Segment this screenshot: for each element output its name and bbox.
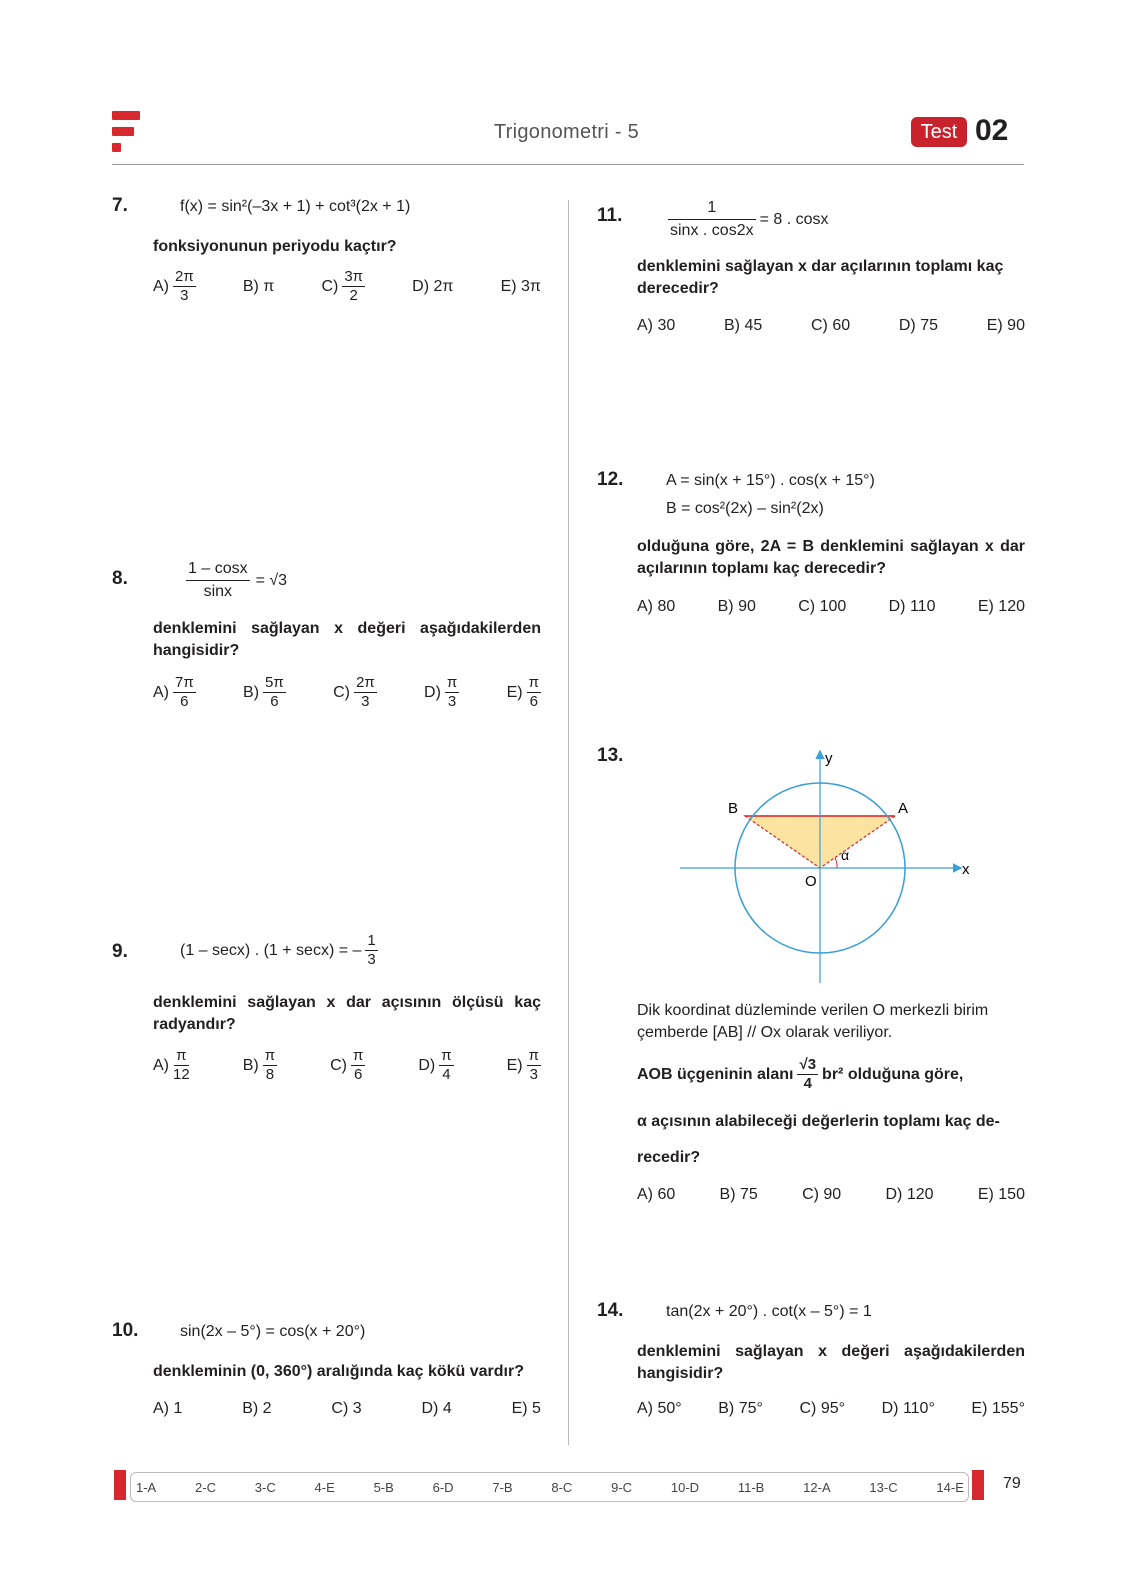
option-a[interactable]: A) 50° bbox=[637, 1400, 682, 1417]
y-axis-label: y bbox=[825, 750, 833, 767]
answer-key-item: 4-E bbox=[314, 1479, 335, 1495]
option-c[interactable]: C) $\frac{\pi}{6}$ bbox=[330, 1047, 364, 1083]
option-b[interactable]: B) 2 bbox=[242, 1400, 272, 1417]
option-e[interactable]: E) 3π bbox=[500, 277, 541, 295]
option-b[interactable]: B) 90 bbox=[717, 598, 756, 615]
question-14-options bbox=[637, 1400, 1025, 1418]
column-divider bbox=[568, 200, 569, 1445]
question-9-formula: (1 – secx) . (1 + secx) = – $\frac{1}{3}$ bbox=[180, 932, 376, 968]
point-b-label: B bbox=[728, 800, 739, 817]
option-c[interactable]: C) 60 bbox=[810, 317, 851, 334]
option-c[interactable]: C) 95° bbox=[799, 1400, 846, 1417]
option-e[interactable]: E) $\frac{\pi}{3}$ bbox=[506, 1047, 539, 1083]
answer-key-left-marker bbox=[114, 1470, 126, 1500]
question-11-text: denklemini sağlayan x dar açılarının toplamı kaç derecedir? bbox=[637, 258, 1004, 297]
option-b[interactable]: B) 75° bbox=[718, 1400, 763, 1417]
question-14-text: denklemini sağlayan x değeri aşağıdakilerden hangisidir? bbox=[637, 1343, 1025, 1382]
question-13-text-2: AOB üçgeninin alanı $\frac{√3}{4}$ br² olduğuna göre, bbox=[637, 1056, 964, 1092]
option-a[interactable]: A) $\frac{2\pi}{3}$ bbox=[153, 268, 194, 304]
option-d[interactable]: D) $\frac{\pi}{4}$ bbox=[418, 1047, 452, 1083]
option-b[interactable]: B) 75 bbox=[719, 1186, 758, 1203]
option-a[interactable]: A) $\frac{7\pi}{6}$ bbox=[153, 674, 194, 710]
option-b[interactable]: B) $\frac{5\pi}{6}$ bbox=[243, 674, 284, 710]
page-title: Trigonometri - 5 bbox=[493, 121, 640, 143]
answer-key-right-marker bbox=[972, 1470, 984, 1500]
question-7-number: 7. bbox=[112, 195, 128, 216]
option-e[interactable]: E) 150 bbox=[977, 1186, 1025, 1203]
option-b[interactable]: B) $\frac{\pi}{8}$ bbox=[242, 1047, 276, 1083]
option-c[interactable]: C) 3 bbox=[331, 1400, 362, 1417]
answer-key-item: 2-C bbox=[195, 1479, 216, 1495]
option-d[interactable]: D) 75 bbox=[898, 317, 938, 334]
question-11-number: 11. bbox=[597, 205, 623, 226]
option-e[interactable]: E) 120 bbox=[977, 598, 1025, 615]
option-a[interactable]: A) 80 bbox=[637, 598, 676, 615]
question-10-options bbox=[153, 1400, 541, 1418]
option-a[interactable]: A) 60 bbox=[637, 1186, 676, 1203]
header-divider bbox=[112, 164, 1024, 165]
option-e[interactable]: E) $\frac{\pi}{6}$ bbox=[506, 674, 539, 710]
option-c[interactable]: C) $\frac{3\pi}{2}$ bbox=[321, 268, 364, 304]
angle-alpha-arc bbox=[835, 858, 837, 868]
option-d[interactable]: D) 110 bbox=[888, 598, 936, 615]
option-c[interactable]: C) 100 bbox=[798, 598, 847, 615]
answer-key-item: 3-C bbox=[254, 1479, 276, 1495]
answer-key-item: 9-C bbox=[611, 1479, 633, 1495]
question-13-text-1: Dik koordinat düzleminde verilen O merkezli birim çemberde [AB] // Ox olarak veriliyor. bbox=[637, 1002, 989, 1041]
answer-key bbox=[136, 1472, 964, 1502]
unit-circle-diagram bbox=[680, 748, 980, 988]
option-c[interactable]: C) $\frac{2\pi}{3}$ bbox=[333, 674, 375, 710]
answer-key-item: 14-E bbox=[936, 1479, 964, 1495]
page-number: 79 bbox=[1003, 1475, 1021, 1492]
question-8-options bbox=[153, 674, 541, 711]
question-11-formula: $\frac{1}{\sin x . \cos 2x}$ = 8 . cosx bbox=[670, 199, 829, 239]
option-e[interactable]: E) 90 bbox=[986, 317, 1025, 334]
question-9-options bbox=[153, 1047, 541, 1084]
option-e[interactable]: E) 5 bbox=[511, 1400, 541, 1417]
question-9-text: denklemini sağlayan x dar açısının ölçüsü kaç radyandır? bbox=[153, 994, 541, 1033]
question-13-number: 13. bbox=[597, 745, 624, 766]
answer-key-item: 8-C bbox=[551, 1479, 573, 1495]
test-number: 02 bbox=[975, 114, 1009, 147]
alpha-label: α bbox=[841, 847, 850, 863]
question-8-text: denklemini sağlayan x değeri aşağıdakilerden hangisidir? bbox=[153, 620, 541, 659]
option-b[interactable]: B) 45 bbox=[723, 317, 763, 334]
option-a[interactable]: A) $\frac{\pi}{12}$ bbox=[153, 1047, 190, 1083]
question-8-formula: $\frac{1 - \cos x}{\sin x}$ = √3 bbox=[188, 560, 288, 600]
question-10-text: denkleminin (0, 360°) aralığında kaç kökü vardır? bbox=[153, 1363, 524, 1380]
question-11-options bbox=[637, 317, 1025, 335]
question-12-line-a: A = sin(x + 15°) . cos(x + 15°) bbox=[666, 472, 875, 489]
question-7-text: fonksiyonunun periyodu kaçtır? bbox=[153, 238, 397, 255]
question-7-formula: f(x) = sin²(–3x + 1) + cot³(2x + 1) bbox=[180, 198, 411, 215]
question-12-text: olduğuna göre, 2A = B denklemini sağlayan x dar açılarının toplamı kaç derecedir? bbox=[637, 538, 1025, 577]
answer-key-item: 13-C bbox=[869, 1479, 898, 1495]
x-axis-label: x bbox=[962, 861, 970, 878]
answer-key-item: 12-A bbox=[803, 1479, 831, 1495]
option-e[interactable]: E) 155° bbox=[971, 1400, 1025, 1417]
answer-key-item: 10-D bbox=[670, 1479, 700, 1495]
question-9-number: 9. bbox=[112, 941, 128, 962]
question-13-options bbox=[637, 1186, 1025, 1204]
question-10-formula: sin(2x – 5°) = cos(x + 20°) bbox=[180, 1323, 366, 1340]
question-12-options bbox=[637, 598, 1025, 616]
option-d[interactable]: D) $\frac{\pi}{3}$ bbox=[424, 674, 458, 710]
answer-key-item: 1-A bbox=[136, 1479, 157, 1495]
answer-key-item: 11-B bbox=[737, 1479, 765, 1495]
answer-key-item: 5-B bbox=[373, 1479, 394, 1495]
option-c[interactable]: C) 90 bbox=[802, 1186, 842, 1203]
option-a[interactable]: A) 30 bbox=[637, 317, 676, 334]
option-b[interactable]: B) π bbox=[242, 277, 275, 295]
question-13-text-3: α açısının alabileceği değerlerin toplamı kaç de- bbox=[637, 1113, 1000, 1130]
question-14-formula: tan(2x + 20°) . cot(x – 5°) = 1 bbox=[666, 1303, 872, 1320]
answer-key-item: 6-D bbox=[432, 1479, 454, 1495]
question-8-number: 8. bbox=[112, 568, 128, 589]
option-d[interactable]: D) 4 bbox=[421, 1400, 452, 1417]
question-12-number: 12. bbox=[597, 469, 624, 490]
question-13-text-4: recedir? bbox=[637, 1149, 701, 1166]
option-d[interactable]: D) 2π bbox=[412, 277, 454, 295]
point-a-label: A bbox=[898, 800, 909, 817]
origin-label: O bbox=[805, 873, 817, 890]
option-a[interactable]: A) 1 bbox=[153, 1400, 183, 1417]
question-7-options bbox=[153, 268, 541, 305]
question-10-number: 10. bbox=[112, 1320, 139, 1341]
option-d[interactable]: D) 120 bbox=[885, 1186, 934, 1203]
question-12-line-b: B = cos²(2x) – sin²(2x) bbox=[666, 500, 824, 517]
answer-key-item: 7-B bbox=[492, 1479, 513, 1495]
option-d[interactable]: D) 110° bbox=[881, 1400, 935, 1417]
test-badge: Test bbox=[911, 117, 967, 147]
question-14-number: 14. bbox=[597, 1300, 624, 1321]
